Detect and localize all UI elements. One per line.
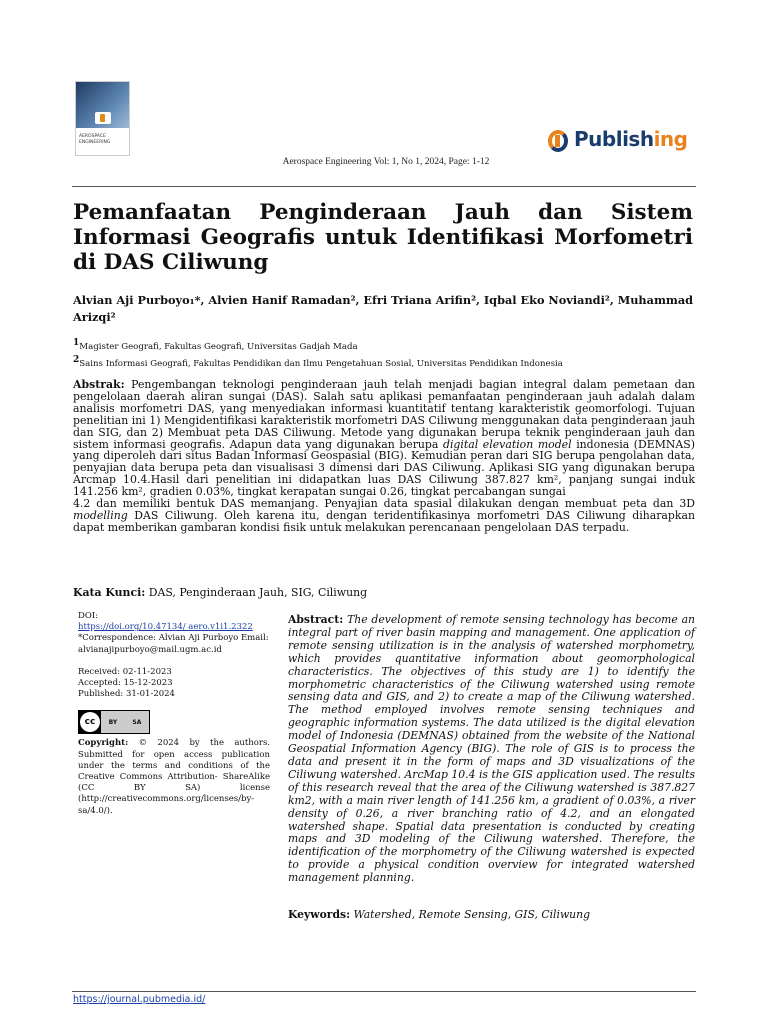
authors: Alvian Aji Purboyo₁*, Alvien Hanif Ramadan², Efri Triana Arifin², Iqbal Eko Noviandi², Muhammad Arizqi² [73,293,694,324]
footer-divider [72,991,696,992]
cover-label: AEROSPACE [79,134,106,139]
publisher-name-accent: ing [653,127,688,151]
keywords-text: Watershed, Remote Sensing, GIS, Ciliwung [353,908,591,921]
correspondence: *Correspondence: Alvian Aji Purboyo Email: alvianajipurboyo@mail.ugm.ac.id [78,633,269,655]
abstrak-text: DAS Ciliwung. Oleh karena itu, dengan teridentifikasinya morfometri DAS Ciliwung diharapkan dapat memberikan gambaran kondisi fisik untuk melakukan perencanaan pengelolaan DAS terpadu. [73,508,695,534]
journal-cover-thumbnail [75,81,130,156]
cover-label: ENGINEERING [79,140,111,145]
paper-title: Pemanfaatan Penginderaan Jauh dan Sistem Informasi Geografis untuk Identifikasi Morfometri di DAS Ciliwung [73,200,693,275]
publisher-logo [545,121,688,157]
abstrak [73,379,695,534]
copyright-text: © 2024 by the authors. Submitted for open access publication under the terms and conditions of the Creative Commons Attribution- ShareAlike (CC BY SA) license (http://creativecommons.org/licenses/by-sa/4.0/). [78,738,271,816]
abstract-english [288,614,695,885]
abstrak-italic-term: modelling [73,508,128,522]
affiliation-number: 1 [73,338,80,348]
abstrak-italic-term: digital elevation model [442,437,572,451]
journal-citation: Aerospace Engineering Vol: 1, No 1, 2024, Page: 1-12 [282,157,490,167]
abstrak-text: Pengembangan teknologi penginderaan jauh telah menjadi bagian integral dalam pemetaan dan pengelolaan daerah aliran sungai (DAS). Salah satu aplikasi pemanfaatan penginderaan jauh adalah dalam analisis morfometri DAS, yang menyediakan informasi kuantitatif tentang karakteristik geomorfologi. Tujuan penelitian ini 1) Mengidentifikasi karakteristik morfometri DAS Ciliwung menggunakan data penginderaan jauh dan SIG, dan 2) Membuat peta DAS Ciliwung. Metode yang digunakan berupa teknik penginderaan jauh dan sistem informasi geografis. Adapun data yang digunakan berupa [73,378,696,451]
published-date: Published: 31-01-2024 [78,689,175,700]
affiliation-text: Magister Geografi, Fakultas Geografi, Universitas Gadjah Mada [79,341,358,352]
journal-website-link[interactable]: https://journal.pubmedia.id/ [73,994,206,1005]
kata-kunci-label: Kata Kunci: [73,586,146,599]
publisher-name: Publish [574,127,654,151]
cc-by-sa-badge[interactable] [78,710,150,734]
kata-kunci-text: DAS, Penginderaan Jauh, SIG, Ciliwung [148,586,368,599]
journal-logo-icon [95,112,111,124]
affiliation-text: Sains Informasi Geografi, Fakultas Pendidikan dan Ilmu Pengetahuan Sosial, Universitas Pendidikan Indonesia [79,358,563,369]
publisher-mark-icon [545,124,571,154]
abstract-label: Abstract: [288,613,344,626]
copyright [78,738,270,816]
accepted-date: Accepted: 15-12-2023 [78,678,173,689]
copyright-label: Copyright: [78,738,129,749]
header-divider [72,186,696,187]
abstrak-label: Abstrak: [73,378,125,391]
affiliation-number: 2 [73,355,80,365]
abstrak-text: 4.2 dan memiliki bentuk DAS memanjang. Penyajian data spasial dilakukan dengan membuat peta dan 3D [73,497,695,511]
received-date: Received: 02-11-2023 [78,666,172,677]
abstract-text: The development of remote sensing technology has become an integral part of river basin mapping and management. One application of remote sensing utilization is in the analysis of watershed morphometry, which provides quantitative information about geomorphological characteristics. The objectives of this study are 1) to identify the morphometric characteristics of the Ciliwung watershed using remote sensing data and GIS, and 2) to create a map of the Ciliwung watershed. The method employed involves remote sensing techniques and geographic information systems. The data utilized is the digital elevation model of Indonesia (DEMNAS) obtained from the website of the National Geospatial Information Agency (BIG). The role of GIS is to process the data and present it in the form of maps and 3D visualizations of the Ciliwung watershed. ArcMap 10.4 is the GIS application used. The results of this research reveal that the area of the Ciliwung watershed is 387.827 km2, with a main river length of 141.256 km, a gradient of 0.03%, a river density of 0.26, a river branching ratio of 4.2, and an elongated watershed shape. Spatial data presentation is conducted by creating maps and 3D modeling of the Ciliwung watershed. Therefore, the identification of the morphometry of the Ciliwung watershed is expected to provide a physical condition overview for integrated watershed management planning. [288,613,695,885]
affiliation-2 [73,355,563,369]
journal-info [0,157,768,167]
affiliation-1 [73,338,358,352]
keywords-english [288,908,695,921]
cc-icon: cc [80,712,100,732]
by-icon: BY [108,718,118,726]
kata-kunci [73,586,695,599]
keywords-label: Keywords: [288,908,351,921]
doi-link[interactable]: https://doi.org/10.47134/ aero.v1i1.2322 [78,622,253,633]
article-sidebar [78,611,270,817]
sa-icon: SA [132,718,142,726]
doi-label: DOI: [78,611,99,621]
abstrak-text: indonesia (DEMNAS) yang diperoleh dari situs Badan Informasi Geospasial (BIG). Kemudian peran dari SIG berupa pengolahan data, penyajian data berupa peta dan visualisasi 3 dimensi dari DAS Ciliwung. Aplikasi SIG yang digunakan berupa Arcmap 10.4.Hasil dari penelitian ini didapatkan luas DAS Ciliwung 387.827 km², panjang sungai induk 141.256 km², gradien 0.03%, tingkat kerapatan sungai 0.26, tingkat percabangan sungai [73,437,695,499]
